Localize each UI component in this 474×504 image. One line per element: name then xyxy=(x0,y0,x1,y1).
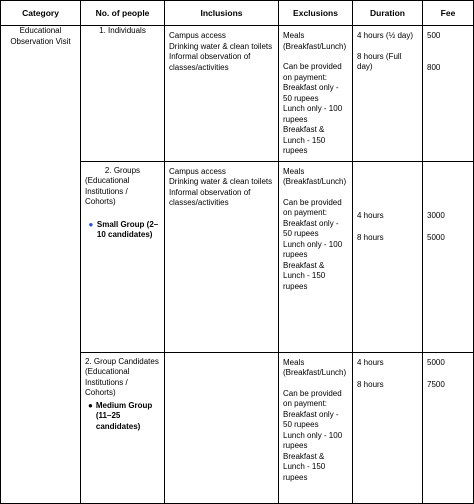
inclusion-item: Campus access xyxy=(169,31,226,40)
header-exclusions: Exclusions xyxy=(279,1,353,26)
duration-value: 4 hours xyxy=(357,210,384,220)
duration-value: 4 hours (½ day) xyxy=(357,31,414,40)
fee-value: 5000 xyxy=(427,357,445,367)
people-cell xyxy=(81,352,165,503)
fee-value: 7500 xyxy=(427,380,445,389)
exclusion-option: Breakfast & Lunch - 150 rupees xyxy=(283,260,326,291)
duration-value: 8 hours (Full day) xyxy=(357,51,402,71)
inclusion-item: Campus access xyxy=(169,166,226,176)
list-item xyxy=(85,401,160,433)
inclusion-item: Informal observation of classes/activities xyxy=(169,187,251,207)
exclusions-cell xyxy=(279,26,353,162)
inclusions-cell xyxy=(165,26,279,162)
fee-value: 800 xyxy=(427,62,441,72)
exclusion-option: Lunch only - 100 rupees xyxy=(283,239,343,259)
bullet-label: Small Group (2–10 candidates) xyxy=(96,219,159,239)
duration-value: 4 hours xyxy=(357,357,384,367)
header-category: Category xyxy=(1,1,81,26)
inclusion-item: Drinking water & clean toilets xyxy=(169,177,273,186)
header-inclusions: Inclusions xyxy=(165,1,279,26)
category-label: Educational Observation Visit xyxy=(10,26,71,46)
fee-cell xyxy=(423,26,474,162)
duration-cell xyxy=(353,352,423,503)
exclusion-option: Lunch only - 100 rupees xyxy=(283,104,343,124)
fee-value: 5000 xyxy=(427,233,445,242)
list-item xyxy=(85,220,160,241)
exclusion-meals: Meals (Breakfast/Lunch) xyxy=(283,357,347,377)
people-label: 2. Groups xyxy=(104,165,141,175)
bullet-label: Medium Group (11–25 candidates) xyxy=(95,400,153,431)
people-label: 2. Group Candidates (Educational Institutions / Cohorts) xyxy=(85,356,159,397)
exclusion-option: Breakfast only - 50 rupees xyxy=(283,83,339,103)
exclusions-cell xyxy=(279,161,353,352)
people-cell xyxy=(81,161,165,352)
inclusions-cell xyxy=(165,161,279,352)
duration-value: 8 hours xyxy=(357,380,384,389)
exclusion-option: Breakfast only - 50 rupees xyxy=(283,409,339,429)
exclusion-payment-intro: Can be provided on payment: xyxy=(283,197,342,217)
inclusion-item: Drinking water & clean toilets xyxy=(169,41,273,51)
bullet-icon: ● xyxy=(88,400,93,410)
exclusion-option: Breakfast & Lunch - 150 rupees xyxy=(283,451,326,482)
header-people: No. of people xyxy=(81,1,165,26)
fee-cell xyxy=(423,161,474,352)
bullet-icon: ● xyxy=(88,219,94,229)
exclusion-option: Lunch only - 100 rupees xyxy=(283,430,343,450)
duration-value: 8 hours xyxy=(357,233,384,242)
header-duration: Duration xyxy=(353,1,423,26)
exclusion-payment-intro: Can be provided on payment: xyxy=(283,388,342,408)
people-cell xyxy=(81,26,165,162)
fee-cell xyxy=(423,352,474,503)
exclusion-payment-intro: Can be provided on payment: xyxy=(283,62,342,82)
exclusion-option: Breakfast & Lunch - 150 rupees xyxy=(283,125,326,155)
inclusion-item: Informal observation of classes/activities xyxy=(169,52,251,72)
duration-cell xyxy=(353,161,423,352)
people-label: 1. Individuals xyxy=(99,26,146,35)
category-cell xyxy=(1,26,81,504)
duration-cell xyxy=(353,26,423,162)
exclusion-option: Breakfast only - 50 rupees xyxy=(283,218,339,238)
people-sublabel: (Educational Institutions / Cohorts) xyxy=(85,176,130,206)
table-row xyxy=(1,26,474,162)
header-row xyxy=(1,1,474,26)
exclusion-meals: Meals (Breakfast/Lunch) xyxy=(283,166,347,186)
inclusions-cell xyxy=(165,352,279,503)
header-fee: Fee xyxy=(423,1,474,26)
exclusion-meals: Meals (Breakfast/Lunch) xyxy=(283,31,347,51)
fee-value: 500 xyxy=(427,31,441,40)
exclusions-cell xyxy=(279,352,353,503)
fee-value: 3000 xyxy=(427,210,445,220)
